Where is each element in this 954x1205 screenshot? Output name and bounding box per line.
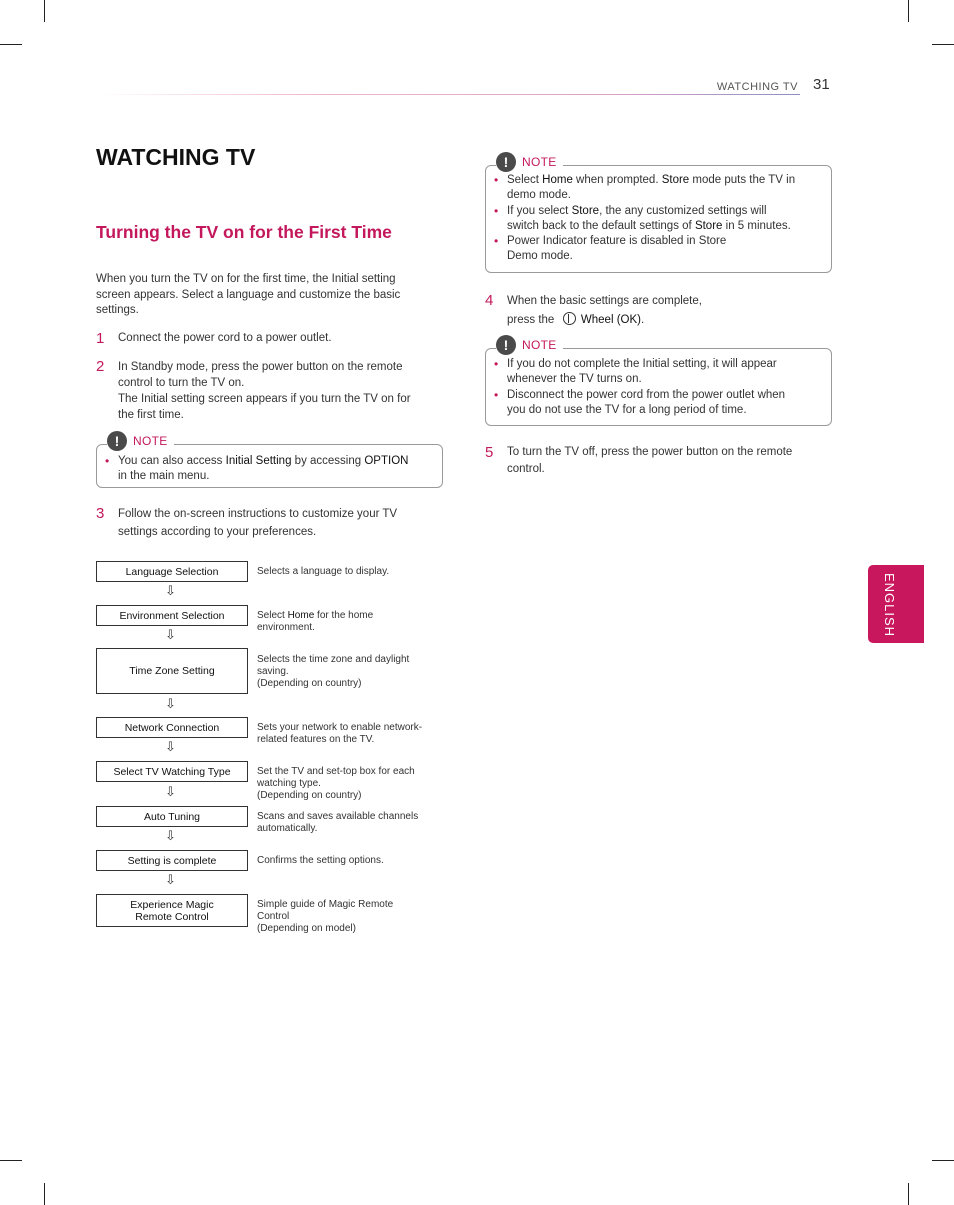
down-arrow-icon: ⇩ [165,739,176,754]
crop-mark [908,1183,909,1205]
flow-step-description: Scans and saves available channels automatically. [257,811,419,834]
step-text: When the basic settings are complete, press the Wheel (OK). [507,295,702,326]
crop-mark [932,44,954,45]
flow-step-description: Selects a language to display. [257,566,390,577]
step-text: Follow the on-screen instructions to customize your TV settings according to your preferences. [118,508,398,538]
flow-step-description: Set the TV and set-top box for each watching type. (Depending on country) [257,766,415,801]
down-arrow-icon: ⇩ [165,784,176,799]
exclamation-icon: ! [107,431,127,451]
step-number: 5 [485,444,494,461]
exclamation-icon: ! [496,152,516,172]
crop-mark [0,44,22,45]
running-header: WATCHING TV [716,81,798,93]
crop-mark [44,1183,45,1205]
flow-step-description: Select Home for the home environment. [257,610,374,633]
page-title: WATCHING TV [96,144,256,170]
step-text: To turn the TV off, press the power button on the remote control. [507,446,793,475]
crop-mark [932,1160,954,1161]
note-header: ! NOTE [107,431,174,451]
language-tab: ENGLISH [868,565,924,643]
flow-step-description: Simple guide of Magic Remote Control (Depending on model) [257,899,394,934]
step-text: Connect the power cord to a power outlet. [118,332,332,344]
note-box [485,165,832,273]
crop-mark [908,0,909,22]
wheel-icon [563,312,576,325]
crop-mark [0,1160,22,1161]
flow-step-box: Auto Tuning [96,806,248,827]
down-arrow-icon: ⇩ [165,583,176,598]
note-bullet: • If you do not complete the Initial setting, it will appear whenever the TV turns on. [494,357,777,386]
down-arrow-icon: ⇩ [165,828,176,843]
step-number: 2 [96,358,105,375]
flow-step-box: Network Connection [96,717,248,738]
note-box [485,348,832,426]
header-rule [100,94,800,95]
down-arrow-icon: ⇩ [165,627,176,642]
step-number: 1 [96,330,105,347]
down-arrow-icon: ⇩ [165,696,176,711]
flow-step-box: Setting is complete [96,850,248,871]
note-header: ! NOTE [496,152,563,172]
flow-step-box: Select TV Watching Type [96,761,248,782]
section-subtitle: Turning the TV on for the First Time [96,222,392,242]
note-bullet: • Select Home when prompted. Store mode puts the TV in demo mode. [494,173,796,202]
crop-mark [44,0,45,22]
step-number: 4 [485,292,494,309]
step-number: 3 [96,505,105,522]
note-header: ! NOTE [496,335,563,355]
flow-step-description: Confirms the setting options. [257,855,384,866]
exclamation-icon: ! [496,335,516,355]
note-bullet: • Power Indicator feature is disabled in Store Demo mode. [494,234,727,263]
note-bullet: • If you select Store, the any customized settings will switch back to the default settings of Store in 5 minutes. [494,203,791,232]
flow-step-box: Time Zone Setting [96,648,248,694]
note-bullet: • You can also access Initial Setting by accessing OPTION in the main menu. [105,454,409,483]
flow-step-box: Language Selection [96,561,248,582]
flow-step-description: Selects the time zone and daylight saving. (Depending on country) [257,654,410,689]
note-bullet: • Disconnect the power cord from the power outlet when you do not use the TV for a long period of time. [494,387,786,416]
flow-step-description: Sets your network to enable network- related features on the TV. [257,722,423,745]
page-number: 31 [813,76,830,93]
down-arrow-icon: ⇩ [165,872,176,887]
flow-step-box: Experience Magic Remote Control [96,894,248,927]
intro-paragraph: When you turn the TV on for the first time, the Initial setting screen appears. Select a language and customize the basic settings. [96,273,401,316]
flow-step-box: Environment Selection [96,605,248,626]
step-text: In Standby mode, press the power button on the remote control to turn the TV on. The Initial setting screen appears if you turn the TV on for the first time. [118,361,411,421]
